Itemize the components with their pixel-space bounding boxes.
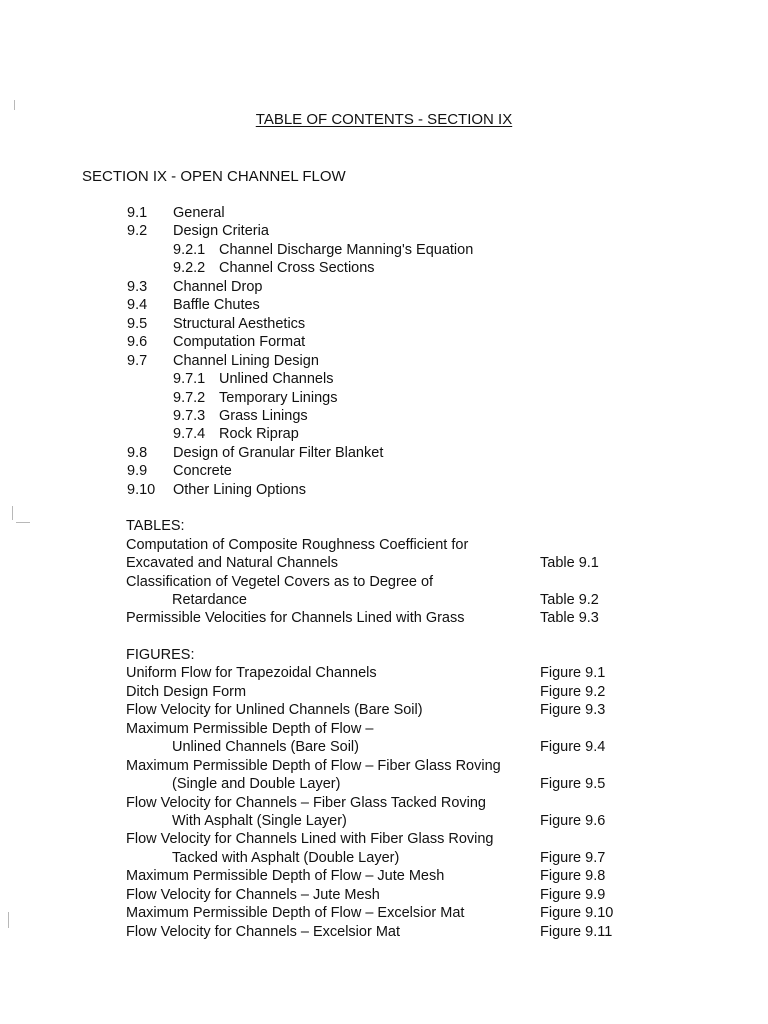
figure-entry-ref: Figure 9.3 — [540, 702, 606, 719]
figure-entry-ref: Figure 9.5 — [540, 776, 606, 793]
figure-entry-ref: Figure 9.6 — [540, 812, 606, 829]
figure-entry-title: Ditch Design Form — [126, 683, 247, 700]
toc-item-title: Concrete — [173, 463, 232, 480]
toc-item-title: Baffle Chutes — [173, 297, 260, 314]
table-entry-title: Excavated and Natural Channels — [126, 555, 338, 572]
toc-item-title: Design Criteria — [173, 223, 269, 240]
table-entry-ref: Table 9.3 — [540, 610, 599, 627]
figure-entry-ref: Figure 9.1 — [540, 665, 606, 682]
table-entry-title: Computation of Composite Roughness Coefficient for — [126, 536, 469, 553]
toc-item-number: 9.6 — [127, 334, 148, 351]
toc-item-title: Unlined Channels — [219, 371, 334, 388]
toc-item-number: 9.2.2 — [173, 260, 206, 277]
figure-entry-ref: Figure 9.4 — [540, 739, 606, 756]
toc-item-number: 9.7.2 — [173, 389, 206, 406]
figure-entry-title: Maximum Permissible Depth of Flow – Jute Mesh — [126, 868, 445, 885]
toc-item-title: Computation Format — [173, 334, 306, 351]
table-entry-title: Retardance — [172, 592, 247, 608]
toc-item-number: 9.7.1 — [173, 371, 206, 388]
scan-mark — [14, 100, 15, 110]
toc-item-title: Temporary Linings — [219, 389, 338, 406]
figure-entry-title: Tacked with Asphalt (Double Layer) — [172, 849, 400, 866]
toc-item-title: Channel Lining Design — [173, 352, 319, 369]
toc-item-number: 9.1 — [127, 205, 148, 221]
toc-item-number: 9.7.3 — [173, 407, 206, 424]
figure-entry-title: Unlined Channels (Bare Soil) — [172, 739, 359, 756]
figures-heading: FIGURES: — [126, 646, 195, 663]
table-entry-title: Classification of Vegetel Covers as to Degree of — [126, 573, 434, 590]
scan-mark — [16, 522, 30, 523]
figure-entry-ref: Figure 9.2 — [540, 683, 606, 700]
toc-item-number: 9.7 — [127, 352, 148, 369]
scan-mark — [8, 912, 9, 928]
figure-entry-title: Flow Velocity for Channels Lined with Fiber Glass Roving — [126, 831, 494, 848]
toc-item-number: 9.5 — [127, 315, 148, 332]
toc-item-title: Structural Aesthetics — [173, 315, 306, 332]
toc-item-title: Channel Cross Sections — [219, 260, 375, 277]
figure-entry-ref: Figure 9.9 — [540, 886, 606, 903]
figure-entry-title: With Asphalt (Single Layer) — [172, 812, 347, 829]
figure-entry-ref: Figure 9.8 — [540, 868, 606, 885]
tables-heading: TABLES: — [126, 518, 185, 535]
toc-item-number: 9.8 — [127, 444, 148, 461]
figure-entry-title: Maximum Permissible Depth of Flow – Excelsior Mat — [126, 905, 465, 922]
toc-item-title: Channel Discharge Manning's Equation — [219, 241, 474, 258]
toc-item-number: 9.4 — [127, 297, 148, 314]
toc-item-title: Other Lining Options — [173, 481, 306, 498]
figure-entry-ref: Figure 9.11 — [540, 923, 613, 940]
figure-entry-title: Flow Velocity for Channels – Excelsior Mat — [126, 923, 400, 940]
figure-entry-title: Maximum Permissible Depth of Flow – Fiber Glass Roving — [126, 757, 501, 774]
scan-mark — [12, 506, 13, 520]
toc-item-title: Rock Riprap — [219, 426, 299, 443]
page-title: TABLE OF CONTENTS - SECTION IX — [255, 111, 513, 128]
toc-item-title: Channel Drop — [173, 278, 263, 295]
toc-item-number: 9.2 — [127, 223, 148, 240]
figure-entry-title: Flow Velocity for Channels – Jute Mesh — [126, 886, 380, 903]
toc-item-number: 9.3 — [127, 278, 148, 295]
table-entry-ref: Table 9.1 — [540, 555, 599, 572]
toc-item-title: Design of Granular Filter Blanket — [173, 444, 384, 461]
toc-item-number: 9.7.4 — [173, 426, 206, 443]
figure-entry-title: Maximum Permissible Depth of Flow – — [126, 720, 374, 737]
figure-entry-title: (Single and Double Layer) — [172, 776, 341, 793]
toc-item-title: General — [173, 205, 225, 221]
table-entry-title: Permissible Velocities for Channels Lined with Grass — [126, 610, 465, 627]
table-entry-ref: Table 9.2 — [540, 592, 599, 608]
figure-entry-title: Uniform Flow for Trapezoidal Channels — [126, 665, 377, 682]
toc-item-title: Grass Linings — [219, 407, 308, 424]
toc-item-number: 9.2.1 — [173, 241, 206, 258]
section-heading: SECTION IX - OPEN CHANNEL FLOW — [82, 168, 346, 185]
figure-entry-ref: Figure 9.10 — [540, 905, 614, 922]
figure-entry-title: Flow Velocity for Channels – Fiber Glass Tacked Roving — [126, 794, 486, 811]
toc-item-number: 9.10 — [127, 481, 156, 498]
figure-entry-ref: Figure 9.7 — [540, 849, 606, 866]
figure-entry-title: Flow Velocity for Unlined Channels (Bare Soil) — [126, 702, 423, 719]
toc-item-number: 9.9 — [127, 463, 148, 480]
